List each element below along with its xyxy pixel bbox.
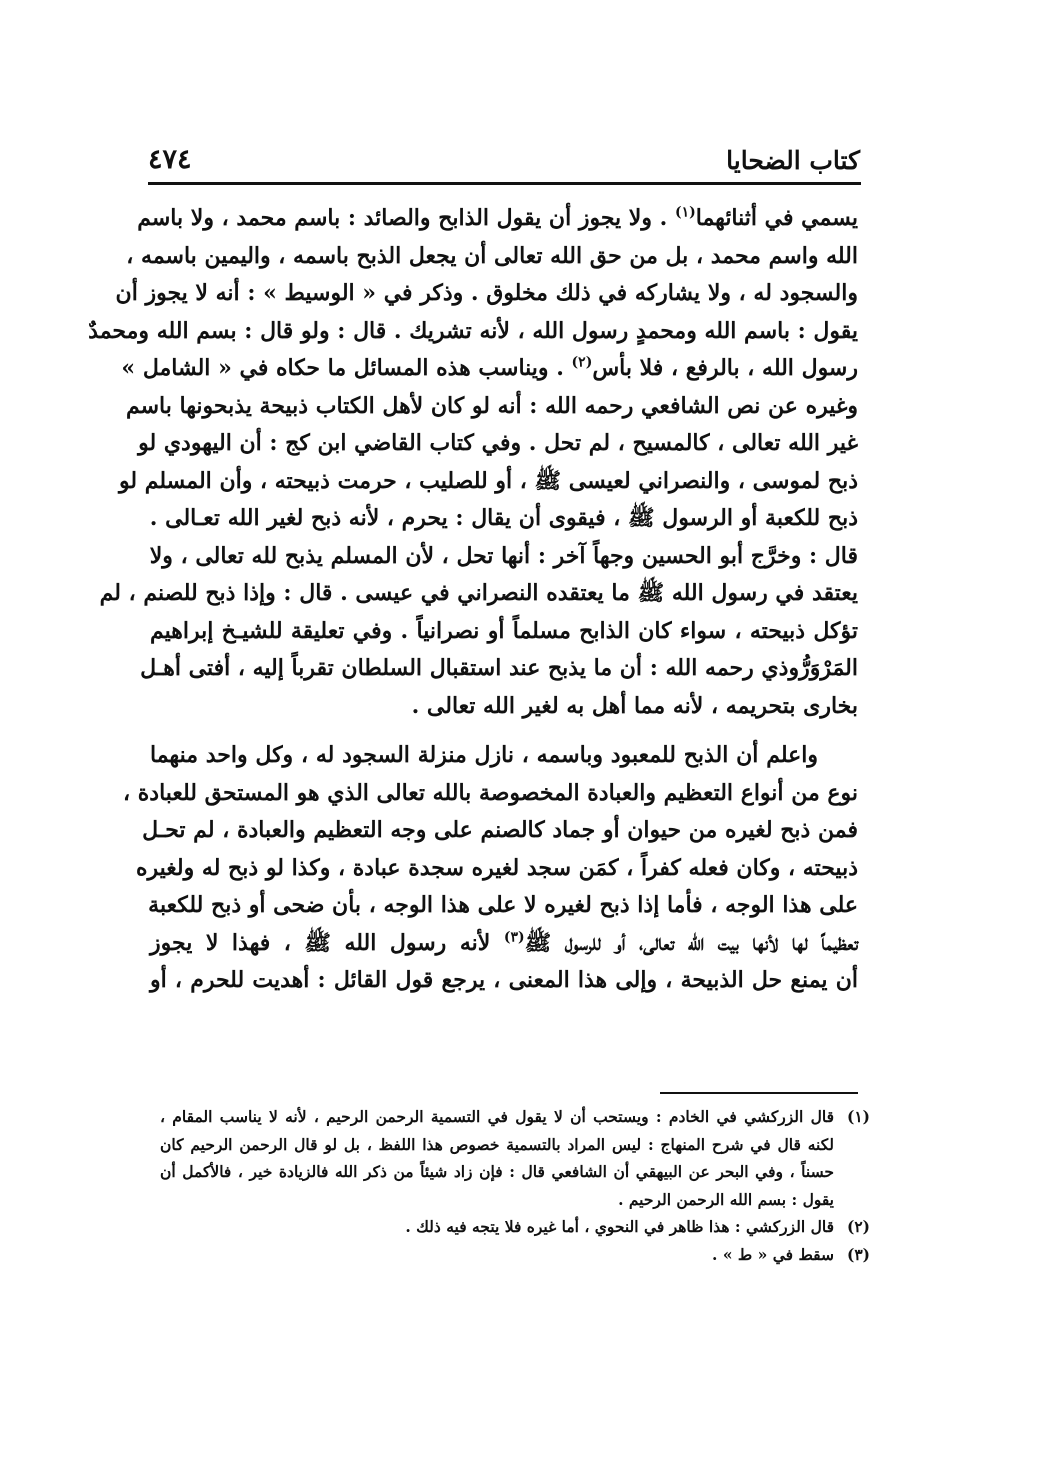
text-line: يعتقد في رسول الله ﷺ ما يعتقده النصراني في عيسى . قال : وإذا ذبح للصنم ، لم	[99, 580, 858, 606]
footnote-3	[160, 1241, 870, 1269]
footnote-number: (١)	[846, 1107, 870, 1126]
footnote-number: (٣)	[846, 1244, 870, 1264]
running-title: كتاب الضحايا	[726, 146, 860, 175]
text-line: يسمي في أثنائهما$^{(١)}$ . ولا يجوز أن يقول الذابح والصائد : باسم محمد ، ولا باسم	[137, 204, 858, 231]
footnote-number: (٢)	[846, 1217, 870, 1236]
text-line: واعلم أن الذبح للمعبود وباسمه ، نازل منزلة السجود له ، وكل واحد منهما	[150, 742, 818, 768]
footnotes	[160, 1103, 870, 1268]
footnote-ref-1: (١)	[674, 204, 696, 221]
text-line: قال : وخرَّج أبو الحسين وجهاً آخر : أنها تحل ، لأن المسلم يذبح لله تعالى ، ولا	[149, 542, 858, 569]
text-line: المَرْوَرُّوذي رحمه الله : أن ما يذبح عند استقبال السلطان تقرباً إليه ، أفتى أهـل	[140, 655, 858, 681]
text-line: تؤكل ذبيحته ، سواء كان الذابح مسلماً أو نصرانياً . وفي تعليقة للشيـخ إبراهيم	[150, 617, 858, 644]
text-line: بخارى بتحريمه ، لأنه مما أهل به لغير الله تعالى .	[411, 692, 858, 719]
header-rule	[148, 182, 861, 185]
text-line: فمن ذبح لغيره من حيوان أو جماد كالصنم على وجه التعظيم والعبادة ، لم تحـل	[142, 817, 858, 843]
text-line: نوع من أنواع التعظيم والعبادة المخصوصة بالله تعالى الذي هو المستحق للعبادة ،	[122, 779, 858, 806]
text-line: ذبح للكعبة أو الرسول ﷺ ، فيقوى أن يقال : يحرم ، لأنه ذبح لغير الله تعـالى .	[149, 505, 858, 531]
footnote-line: يقول : بسم الله الرحمن الرحيم .	[618, 1189, 834, 1209]
footnote-line: (١)قال الزركشي في الخادم : ويستحب أن لا يقول في التسمية الرحمن الرحيم ، لأنه لا يناسب المقام ،	[160, 1103, 870, 1131]
footnote-rule	[660, 1092, 858, 1094]
text-line: والسجود له ، ولا يشاركه في ذلك مخلوق . وذكر في « الوسيط » : أنه لا يجوز أن	[115, 280, 858, 306]
footnote-line: حسناً ، وفي البحر عن البيهقي أن الشافعي قال : فإن زاد شيئاً من ذكر الله فالزيادة خير ، فالأكمل أن	[160, 1162, 834, 1181]
main-text	[88, 200, 858, 1000]
paragraph-1	[88, 200, 858, 725]
footnote-line: (٢)قال الزركشي : هذا ظاهر في النحوي ، أما غيره فلا يتجه فيه ذلك .	[160, 1213, 870, 1241]
footnote-2	[160, 1213, 870, 1241]
text-line: وغيره عن نص الشافعي رحمه الله : أنه لو كان لأهل الكتاب ذبيحة يذبحونها باسم	[125, 392, 858, 419]
text-line: يقول : باسم الله ومحمدٍ رسول الله ، لأنه تشريك . قال : ولو قال : بسم الله ومحمدٌ	[88, 317, 858, 344]
footnote-line: (٣)سقط في « ط » .	[160, 1241, 870, 1269]
text-line: على هذا الوجه ، فأما إذا ذبح لغيره لا على هذا الوجه ، بأن ضحى أو ذبح للكعبة	[148, 892, 858, 918]
footnote-line: لكنه قال في شرح المنهاج : ليس المراد بالتسمية خصوص هذا اللفظ ، بل لو قال الرحمن الرحيم كان	[160, 1134, 834, 1154]
footnote-ref-3: (٣)	[503, 929, 525, 946]
footnote-1	[160, 1103, 870, 1213]
text-line: رسول الله ، بالرفع ، فلا بأس$^{(٢)}$ . ويناسب هذه المسائل ما حكاه في « الشامل »	[121, 354, 858, 381]
text-line: تعظيماً لها لأنها بيت الله تعالى، أو للرسول ﷺ$^{(٣)}$ لأنه رسول الله ﷺ ، فهذا لا يجوز	[150, 929, 858, 956]
text-line: الله واسم محمد ، بل من حق الله تعالى أن يجعل الذبح باسمه ، واليمين باسمه ،	[126, 242, 858, 269]
text-line: ذبيحته ، وكان فعله كفراً ، كمَن سجد لغيره سجدة عبادة ، وكذا لو ذبح له ولغيره	[136, 854, 858, 881]
paragraph-2	[122, 737, 858, 1000]
text-line: ذبح لموسى ، والنصراني لعيسى ﷺ ، أو للصليب ، حرمت ذبيحته ، وأن المسلم لو	[118, 467, 858, 494]
page-number: ٤٧٤	[148, 144, 192, 175]
page-header	[148, 140, 860, 180]
footnote-ref-2: (٢)	[571, 354, 593, 371]
text-line: أن يمنع حل الذبيحة ، وإلى هذا المعنى ، يرجع قول القائل : أهديت للحرم ، أو	[150, 967, 858, 993]
text-line: غير الله تعالى ، كالمسيح ، لم تحل . وفي كتاب القاضي ابن كج : أن اليهودي لو	[138, 430, 858, 456]
